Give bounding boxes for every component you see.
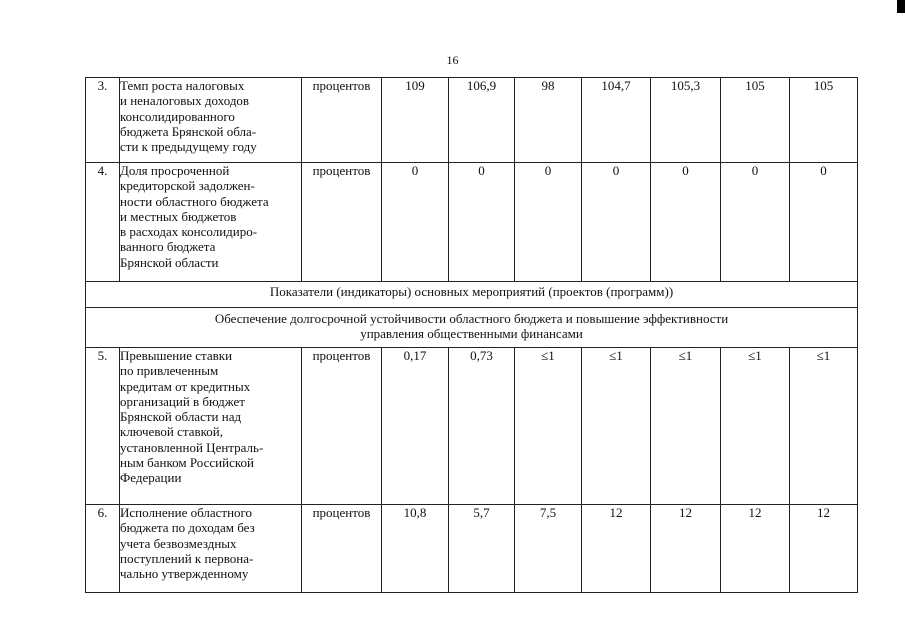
row-number: 3. [86,78,120,163]
value-cell: 12 [721,505,790,593]
value-cell: 5,7 [449,505,515,593]
value-cell: 0 [651,163,721,282]
unit-cell: процентов [302,78,382,163]
value-cell: 105 [790,78,858,163]
indicator-name: Превышение ставки по привлеченным кредитам от кредитных организаций в бюджет Брянской области над ключевой ставкой, установленной Централь- ным банком Российской Федерации [120,348,302,505]
value-cell: 12 [651,505,721,593]
page-number: 16 [446,53,459,67]
section-heading-indicators: Показатели (индикаторы) основных мероприятий (проектов (программ)) [86,282,858,308]
value-cell: 12 [790,505,858,593]
unit-cell: процентов [302,348,382,505]
value-cell: 7,5 [515,505,582,593]
section-heading-goal: Обеспечение долгосрочной устойчивости областного бюджета и повышение эффективности управления общественными финансами [86,308,858,348]
indicator-name: Темп роста налоговых и неналоговых доходов консолидированного бюджета Брянской обла- сти к предыдущему году [120,78,302,163]
value-cell: 105,3 [651,78,721,163]
indicators-table [85,77,858,593]
table-row [86,163,858,282]
indicator-name: Исполнение областного бюджета по доходам без учета безвозмездных поступлений к первона- чально утвержденному [120,505,302,593]
value-cell: 106,9 [449,78,515,163]
value-cell: 104,7 [582,78,651,163]
value-cell: 10,8 [382,505,449,593]
value-cell: 0 [515,163,582,282]
value-cell: 12 [582,505,651,593]
value-cell: ≤1 [721,348,790,505]
value-cell: 0,17 [382,348,449,505]
value-cell: 0 [582,163,651,282]
table-row [86,505,858,593]
value-cell: ≤1 [515,348,582,505]
value-cell: ≤1 [790,348,858,505]
unit-cell: процентов [302,163,382,282]
value-cell: ≤1 [582,348,651,505]
value-cell: 0 [449,163,515,282]
row-number: 4. [86,163,120,282]
unit-cell: процентов [302,505,382,593]
value-cell: 0 [382,163,449,282]
value-cell: 0 [721,163,790,282]
value-cell: 98 [515,78,582,163]
section-row [86,308,858,348]
value-cell: ≤1 [651,348,721,505]
table-row [86,78,858,163]
value-cell: 0 [790,163,858,282]
section-row [86,282,858,308]
value-cell: 0,73 [449,348,515,505]
value-cell: 109 [382,78,449,163]
row-number: 6. [86,505,120,593]
table-row [86,348,858,505]
value-cell: 105 [721,78,790,163]
indicator-name: Доля просроченной кредиторской задолжен- ности областного бюджета и местных бюджетов в расходах консолидиро- ванного бюджета Брянской области [120,163,302,282]
scan-edge-mark [897,0,905,13]
row-number: 5. [86,348,120,505]
